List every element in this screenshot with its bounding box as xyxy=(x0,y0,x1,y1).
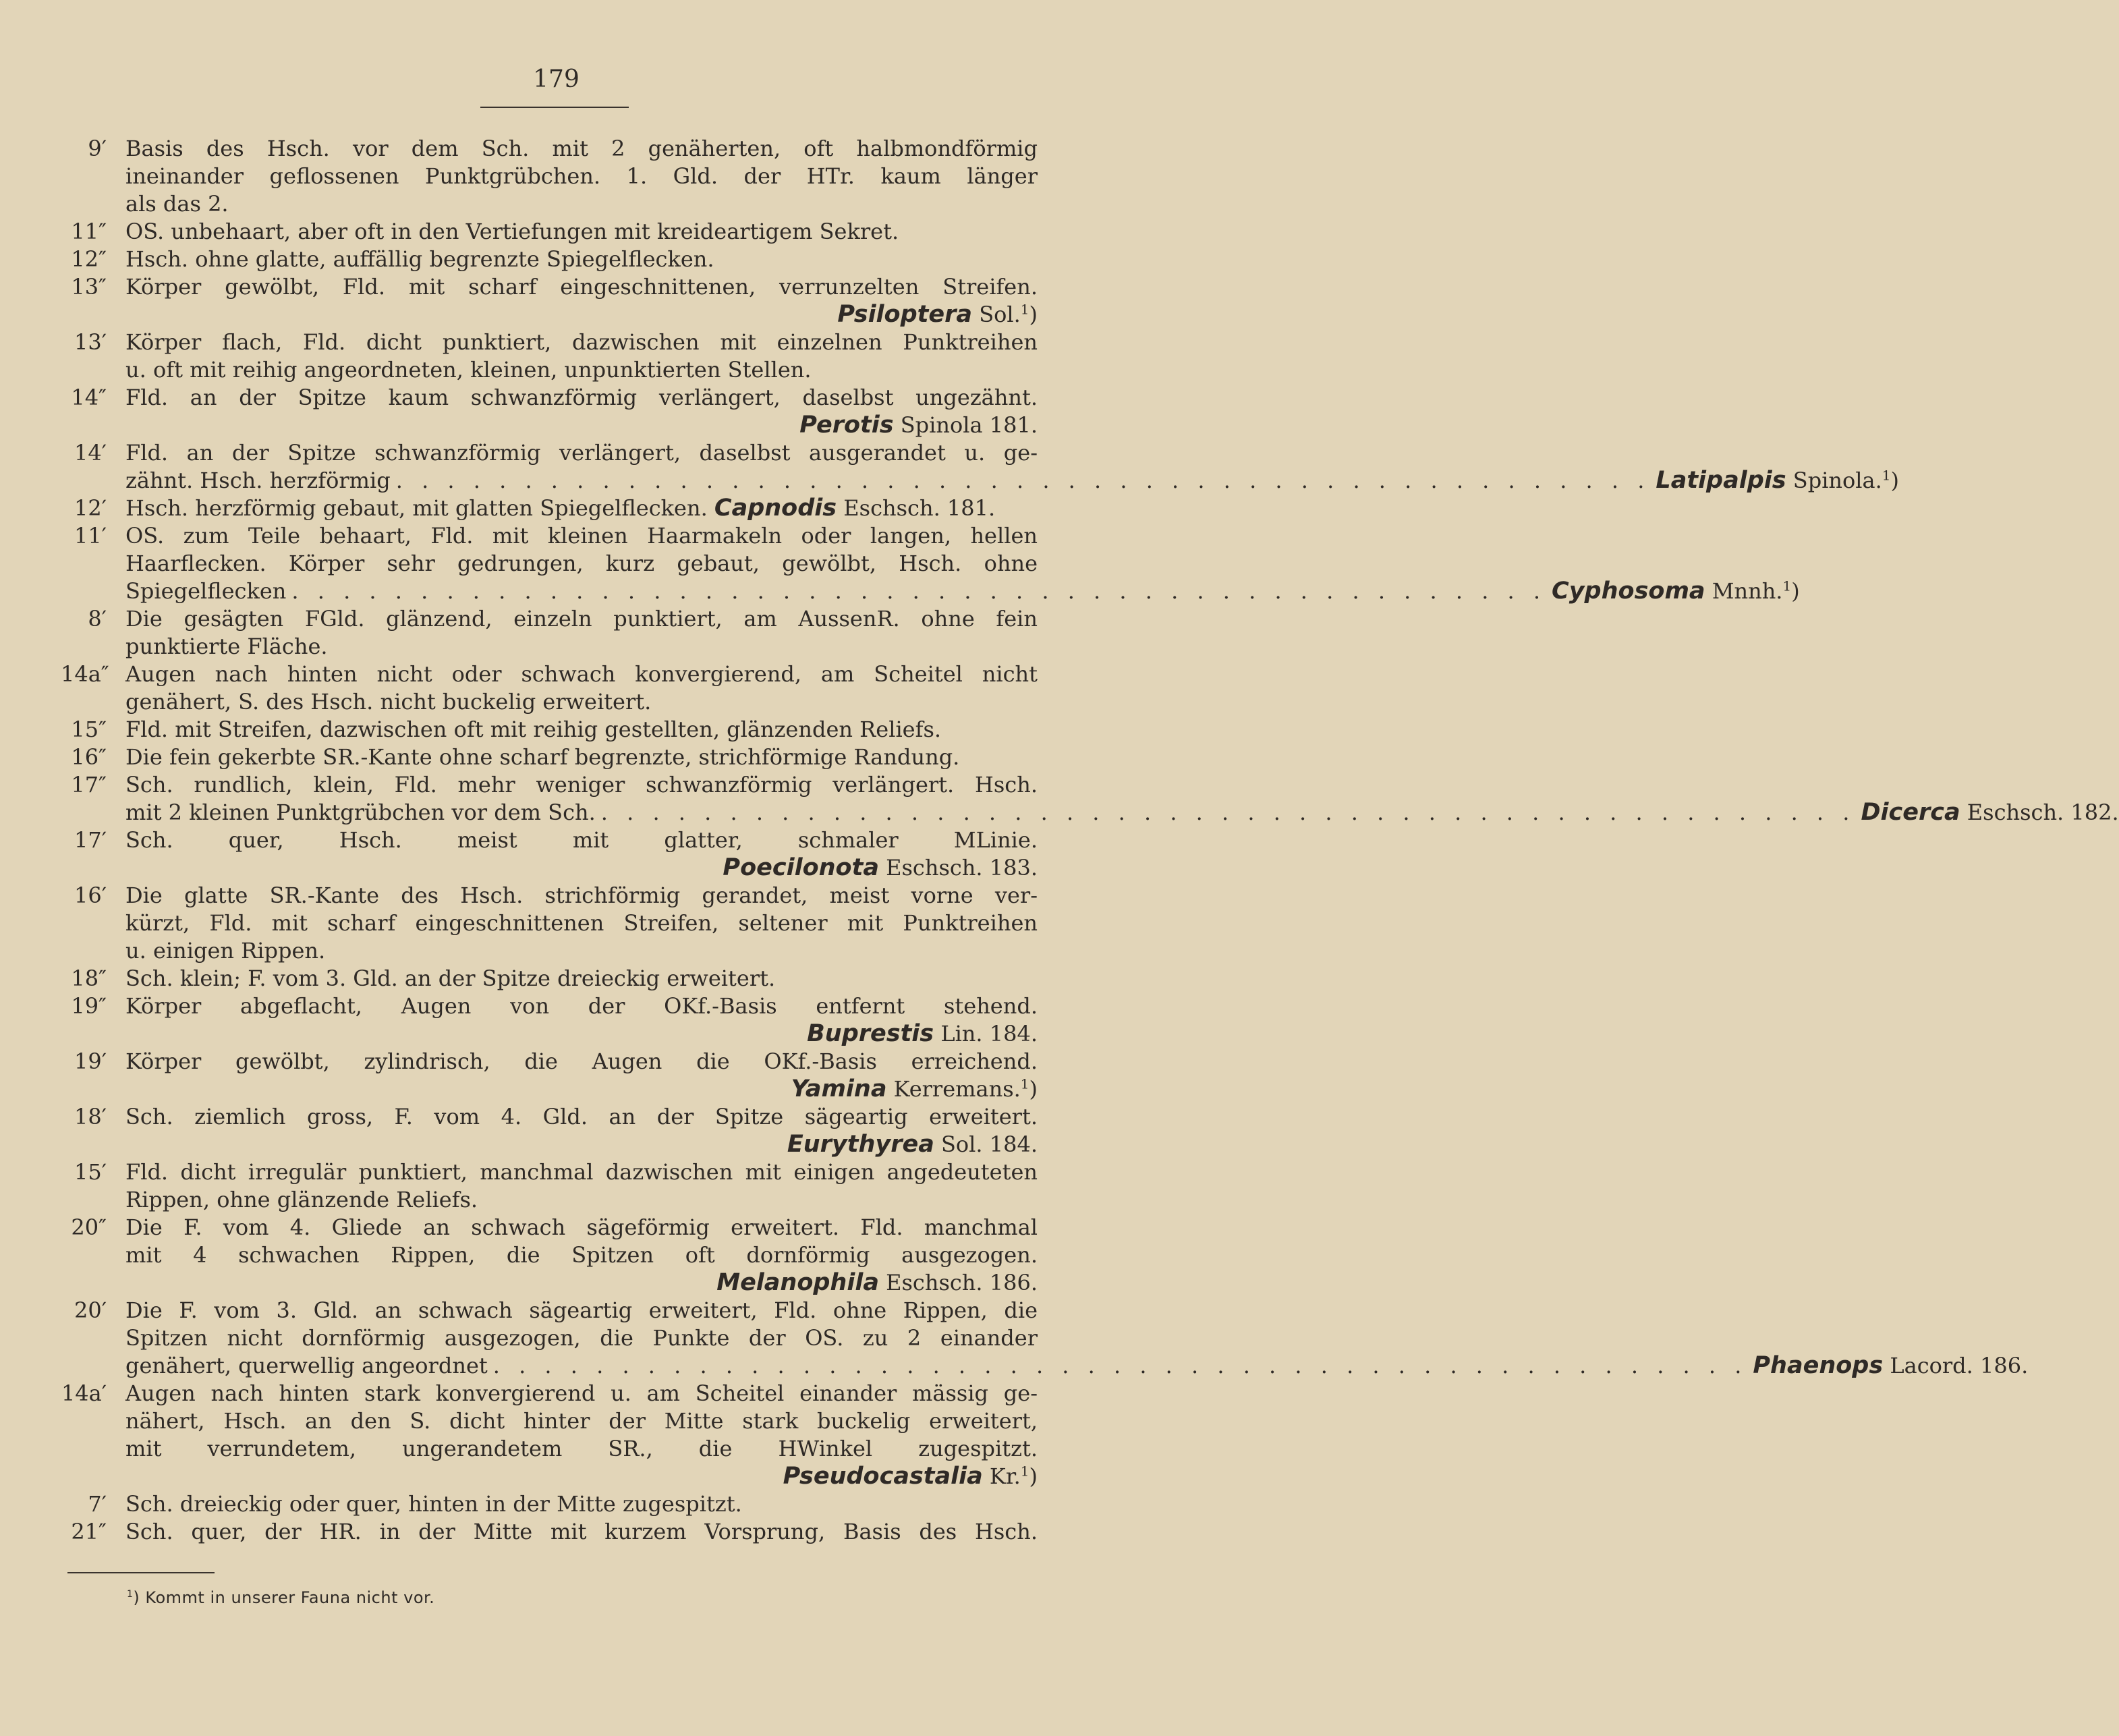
header-rule xyxy=(480,107,629,108)
text-line: Basis des Hsch. vor dem Sch. mit 2 genäherten, oft halbmondförmig xyxy=(125,136,1038,161)
couplet-number: 13″ xyxy=(71,274,107,300)
genus-line xyxy=(125,495,1038,522)
genus-label xyxy=(1552,578,1800,605)
genus-author: Lacord. 186. xyxy=(1883,1353,2029,1378)
genus-author: Mnnh. xyxy=(1705,578,1783,604)
text-line: Hsch. ohne glatte, auffällig begrenzte Spiegelflecken. xyxy=(125,246,714,272)
footnote-ref: 1 xyxy=(1020,1463,1029,1480)
dot-leader: . . . . . . . . . . . . . . . . . . . . . . . . . . . . . . . . . . . . . . . . . . . . . . . . . xyxy=(600,800,1856,825)
genus-line xyxy=(125,1075,1038,1103)
couplet-number: 17″ xyxy=(71,772,107,797)
couplet-number: 14′ xyxy=(74,440,107,466)
genus-line xyxy=(125,1463,1038,1490)
genus-author: Eschsch. 183. xyxy=(878,855,1038,880)
text-line: kürzt, Fld. mit scharf eingeschnittenen Streifen, seltener mit Punktreihen xyxy=(125,910,1038,936)
key-entry xyxy=(0,716,1112,744)
footnote-text: ) Kommt in unserer Fauna nicht vor. xyxy=(133,1588,435,1607)
couplet-number: 8′ xyxy=(88,606,107,632)
couplet-number: 16′ xyxy=(74,883,107,908)
text-line: Sch. ziemlich gross, F. vom 4. Gld. an der Spitze sägeartig erweitert. xyxy=(125,1104,1038,1129)
text-line: genähert, S. des Hsch. nicht buckelig erweitert. xyxy=(125,689,652,715)
text-line: Die F. vom 3. Gld. an schwach sägeartig erweitert, Fld. ohne Rippen, die xyxy=(125,1297,1038,1323)
couplet-number: 12″ xyxy=(71,246,107,272)
genus-name: Pseudocastalia xyxy=(783,1463,983,1490)
genus-line xyxy=(125,412,1038,439)
couplet-number: 15″ xyxy=(71,717,107,742)
genus-name: Cyphosoma xyxy=(1552,578,1705,605)
key-entry xyxy=(0,1490,1112,1518)
couplet-number: 21″ xyxy=(71,1519,107,1544)
footnote-ref: 1 xyxy=(1782,578,1792,594)
genus-name: Capnodis xyxy=(714,495,837,522)
identification-key xyxy=(0,135,2119,1546)
genus-line xyxy=(125,1269,1038,1297)
footnote-ref-close: ) xyxy=(1890,468,1899,493)
genus-line xyxy=(125,799,2119,827)
genus-label xyxy=(1753,1352,2028,1380)
text-line: Sch. dreieckig oder quer, hinten in der Mitte zugespitzt. xyxy=(125,1491,742,1517)
text-line: mit verrundetem, ungerandetem SR., die HWinkel zugespitzt. xyxy=(125,1436,1038,1461)
genus-name: Buprestis xyxy=(807,1020,934,1047)
couplet-number: 15′ xyxy=(74,1159,107,1185)
key-entry xyxy=(0,218,1112,246)
genus-name: Poecilonota xyxy=(723,854,879,881)
key-entry xyxy=(0,827,1112,882)
text-line: Rippen, ohne glänzende Reliefs. xyxy=(125,1187,478,1212)
genus-author: Eschsch. 181. xyxy=(837,495,996,521)
key-entry xyxy=(0,439,1899,495)
genus-name: Yamina xyxy=(791,1075,887,1102)
key-entry xyxy=(0,882,1112,965)
text-line: Spitzen nicht dornförmig ausgezogen, die Punkte der OS. zu 2 einander xyxy=(125,1325,1038,1351)
footnote-ref: 1 xyxy=(1020,301,1029,318)
key-entry xyxy=(0,273,1112,329)
text-lead: mit 2 kleinen Punktgrübchen vor dem Sch. xyxy=(125,800,596,825)
genus-author: Spinola 181. xyxy=(893,412,1038,438)
text-lead: Spiegelflecken xyxy=(125,578,287,604)
dot-leader: . . . . . . . . . . . . . . . . . . . . . . . . . . . . . . . . . . . . . . . . . . . . . . . . . xyxy=(291,578,1547,604)
text-lead: genähert, querwellig angeordnet xyxy=(125,1353,488,1378)
text-line: als das 2. xyxy=(125,191,229,217)
genus-author: Kerremans. xyxy=(886,1076,1021,1102)
text-line: u. oft mit reihig angeordneten, kleinen, unpunktierten Stellen. xyxy=(125,357,812,383)
key-entry xyxy=(0,329,1112,384)
genus-author: Eschsch. 182. xyxy=(1960,800,2119,825)
genus-name: Dicerca xyxy=(1861,799,1960,826)
text-line: Die F. vom 4. Gliede an schwach sägeförmig erweitert. Fld. manchmal xyxy=(125,1214,1038,1240)
text-line: Die glatte SR.-Kante des Hsch. strichförmig gerandet, meist vorne ver- xyxy=(125,883,1038,908)
couplet-number: 20′ xyxy=(74,1297,107,1323)
key-entry xyxy=(0,965,1112,992)
key-entry xyxy=(0,495,1112,522)
text-line: Die fein gekerbte SR.-Kante ohne scharf begrenzte, strichförmige Randung. xyxy=(125,744,960,770)
text-line: Haarflecken. Körper sehr gedrungen, kurz gebaut, gewölbt, Hsch. ohne xyxy=(125,551,1038,576)
footnote xyxy=(127,1588,434,1607)
genus-line xyxy=(125,467,1899,495)
couplet-number: 11′ xyxy=(74,523,107,549)
couplet-number: 17′ xyxy=(74,827,107,853)
key-entry xyxy=(0,1380,1112,1490)
couplet-number: 18′ xyxy=(74,1104,107,1129)
footnote-ref-close: ) xyxy=(1791,578,1800,604)
genus-name: Eurythyrea xyxy=(787,1131,934,1158)
text-lead: zähnt. Hsch. herzförmig xyxy=(125,468,391,493)
genus-line xyxy=(125,1131,1038,1158)
footnote-ref-close: ) xyxy=(1029,302,1038,327)
genus-name: Psiloptera xyxy=(837,301,973,328)
key-entry xyxy=(0,135,1112,218)
couplet-number: 14a″ xyxy=(61,661,109,687)
dot-leader: . . . . . . . . . . . . . . . . . . . . . . . . . . . . . . . . . . . . . . . . . . . . . . . . . xyxy=(492,1353,1748,1378)
text-line: Augen nach hinten stark konvergierend u. am Scheitel einander mässig ge- xyxy=(125,1380,1038,1406)
couplet-number: 7′ xyxy=(88,1491,107,1517)
footnote-ref-close: ) xyxy=(1029,1076,1038,1102)
text-line: Sch. klein; F. vom 3. Gld. an der Spitze dreieckig erweitert. xyxy=(125,965,776,991)
genus-author: Spinola. xyxy=(1786,468,1882,493)
key-entry xyxy=(0,1297,2029,1380)
genus-author: Lin. 184. xyxy=(934,1021,1038,1046)
text-lead: Hsch. herzförmig gebaut, mit glatten Spiegelflecken. xyxy=(125,495,714,521)
key-entry xyxy=(0,384,1112,439)
text-line: Körper flach, Fld. dicht punktiert, dazwischen mit einzelnen Punktreihen xyxy=(125,329,1038,355)
footnote-rule xyxy=(67,1572,215,1573)
dot-leader: . . . . . . . . . . . . . . . . . . . . . . . . . . . . . . . . . . . . . . . . . . . . . . . . . xyxy=(395,468,1651,493)
key-entry xyxy=(0,605,1112,661)
key-entry xyxy=(0,1103,1112,1158)
couplet-number: 9′ xyxy=(88,136,107,161)
genus-label xyxy=(1656,467,1899,495)
text-line: Körper gewölbt, Fld. mit scharf eingeschnittenen, verrunzelten Streifen. xyxy=(125,274,1038,300)
text-line: OS. zum Teile behaart, Fld. mit kleinen Haarmakeln oder langen, hellen xyxy=(125,523,1038,549)
key-entry xyxy=(0,744,1112,771)
genus-line xyxy=(125,1352,2029,1380)
genus-name: Melanophila xyxy=(716,1269,879,1296)
text-line: mit 4 schwachen Rippen, die Spitzen oft dornförmig ausgezogen. xyxy=(125,1242,1038,1268)
couplet-number: 12′ xyxy=(74,495,107,521)
couplet-number: 16″ xyxy=(71,744,107,770)
text-line: Fld. an der Spitze schwanzförmig verlängert, daselbst ausgerandet u. ge- xyxy=(125,440,1038,466)
key-entry xyxy=(0,771,2119,827)
page-number: 179 xyxy=(533,65,580,93)
footnote-ref: 1 xyxy=(1020,1075,1029,1092)
key-entry xyxy=(0,1158,1112,1214)
couplet-number: 13′ xyxy=(74,329,107,355)
key-entry xyxy=(0,246,1112,273)
genus-line xyxy=(125,578,1800,605)
couplet-number: 14a′ xyxy=(61,1380,107,1406)
text-line: Sch. quer, der HR. in der Mitte mit kurzem Vorsprung, Basis des Hsch. xyxy=(125,1519,1038,1544)
text-line: Fld. mit Streifen, dazwischen oft mit reihig gestellten, glänzenden Reliefs. xyxy=(125,717,942,742)
couplet-number: 19′ xyxy=(74,1048,107,1074)
text-line: punktierte Fläche. xyxy=(125,634,328,659)
text-line: Fld. dicht irregulär punktiert, manchmal dazwischen mit einigen angedeuteten xyxy=(125,1159,1038,1185)
key-entry xyxy=(0,1214,1112,1297)
couplet-number: 20″ xyxy=(71,1214,107,1240)
genus-author: Eschsch. 186. xyxy=(878,1270,1038,1295)
key-entry xyxy=(0,1518,1112,1546)
genus-label xyxy=(1861,799,2118,827)
key-entry xyxy=(0,992,1112,1048)
text-line: Augen nach hinten nicht oder schwach konvergierend, am Scheitel nicht xyxy=(125,661,1038,687)
genus-line xyxy=(125,1020,1038,1048)
text-line: Sch. quer, Hsch. meist mit glatter, schmaler MLinie. xyxy=(125,827,1038,853)
key-entry xyxy=(0,1048,1112,1103)
genus-name: Perotis xyxy=(799,412,894,439)
text-line: Körper gewölbt, zylindrisch, die Augen die OKf.-Basis erreichend. xyxy=(125,1048,1038,1074)
footnote-marker: 1 xyxy=(127,1589,134,1600)
genus-line xyxy=(125,854,1038,882)
genus-author: Sol. xyxy=(972,302,1021,327)
genus-author: Kr. xyxy=(982,1463,1021,1489)
text-line: u. einigen Rippen. xyxy=(125,938,326,963)
text-line: Körper abgeflacht, Augen von der OKf.-Basis entfernt stehend. xyxy=(125,993,1038,1019)
couplet-number: 19″ xyxy=(71,993,107,1019)
couplet-number: 18″ xyxy=(71,965,107,991)
genus-name: Latipalpis xyxy=(1656,467,1786,494)
genus-line xyxy=(125,301,1038,329)
genus-author: Sol. 184. xyxy=(934,1131,1038,1157)
text-line: Fld. an der Spitze kaum schwanzförmig verlängert, daselbst ungezähnt. xyxy=(125,385,1038,410)
genus-name: Phaenops xyxy=(1753,1352,1884,1379)
text-line: ineinander geflossenen Punktgrübchen. 1. Gld. der HTr. kaum länger xyxy=(125,163,1038,189)
couplet-number: 11″ xyxy=(71,219,107,244)
footnote-ref: 1 xyxy=(1882,467,1891,484)
key-entry xyxy=(0,522,1800,605)
text-line: nähert, Hsch. an den S. dicht hinter der Mitte stark buckelig erweitert, xyxy=(125,1408,1038,1434)
text-line: Sch. rundlich, klein, Fld. mehr weniger schwanzförmig verlängert. Hsch. xyxy=(125,772,1038,797)
text-line: OS. unbehaart, aber oft in den Vertiefungen mit kreideartigem Sekret. xyxy=(125,219,899,244)
couplet-number: 14″ xyxy=(71,385,107,410)
key-entry xyxy=(0,661,1112,716)
text-line: Die gesägten FGld. glänzend, einzeln punktiert, am AussenR. ohne fein xyxy=(125,606,1038,632)
footnote-ref-close: ) xyxy=(1029,1463,1038,1489)
